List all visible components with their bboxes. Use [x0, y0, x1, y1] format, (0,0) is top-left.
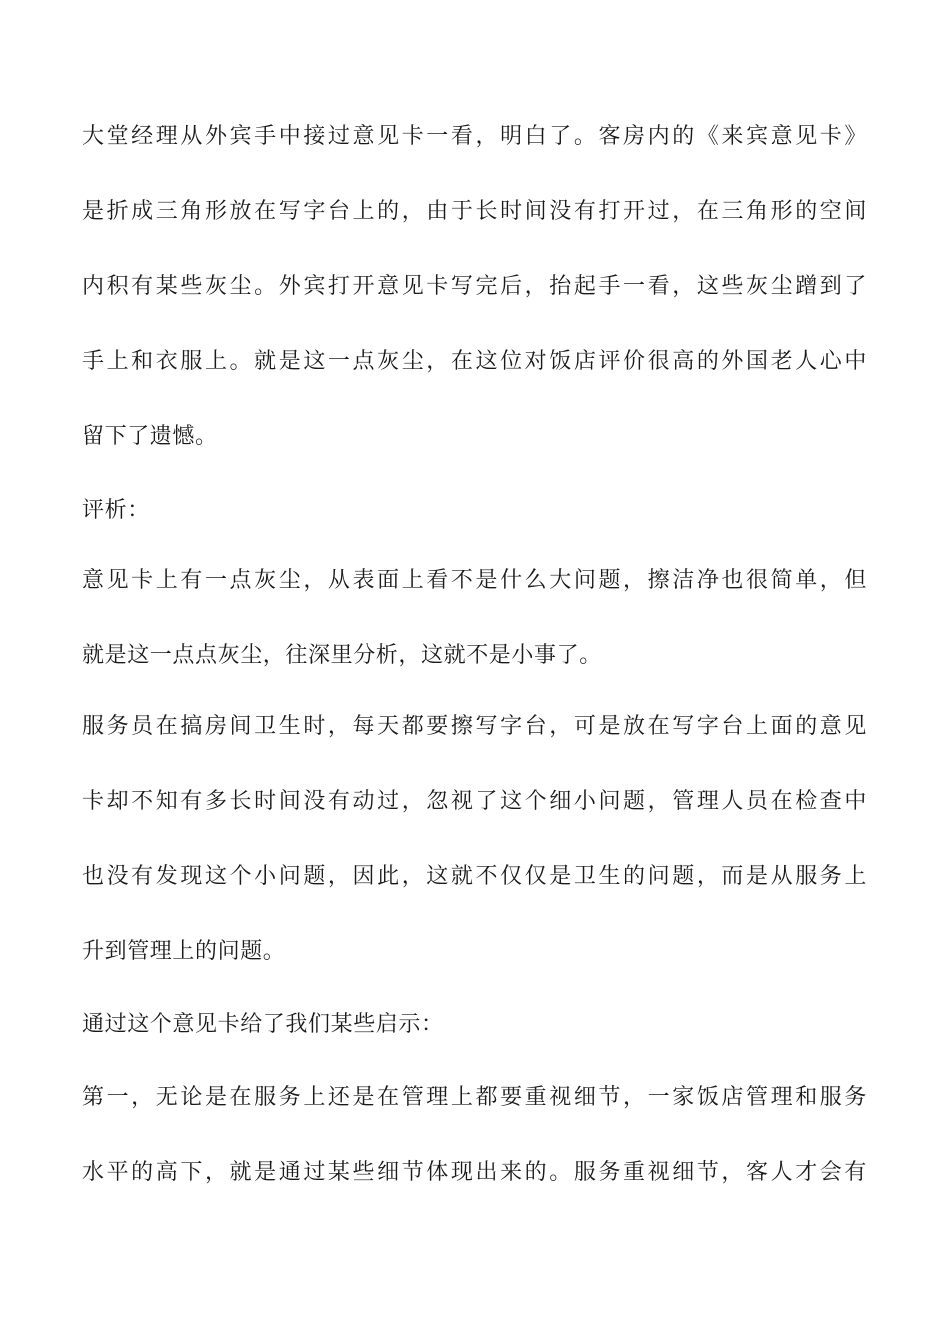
text-line: 升到管理上的问题。	[82, 939, 286, 964]
text-line: 留下了遗憾。	[82, 424, 218, 449]
text-line: 第一，无论是在服务上还是在管理上都要重视细节，一家饭店管理和服务	[82, 1085, 867, 1110]
text-line: 通过这个意见卡给了我们某些启示：	[82, 1012, 444, 1037]
text-line: 大堂经理从外宾手中接过意见卡一看，明白了。客房内的《来宾意见卡》	[82, 124, 867, 149]
text-line: 水平的高下，就是通过某些细节体现出来的。服务重视细节，客人才会有	[82, 1160, 867, 1185]
text-line: 也没有发现这个小问题，因此，这就不仅仅是卫生的问题，而是从服务上	[82, 864, 867, 889]
text-line: 卡却不知有多长时间没有动过，忽视了这个细小问题，管理人员在检查中	[82, 789, 867, 814]
text-line: 就是这一点点灰尘，往深里分析，这就不是小事了。	[82, 643, 602, 668]
text-line: 服务员在搞房间卫生时，每天都要擦写字台，可是放在写字台上面的意见	[82, 714, 867, 739]
section-heading: 评析：	[82, 498, 150, 523]
text-line: 意见卡上有一点灰尘，从表面上看不是什么大问题，擦洁净也很简单，但	[82, 568, 867, 593]
text-line: 是折成三角形放在写字台上的，由于长时间没有打开过，在三角形的空间	[82, 199, 867, 224]
text-line: 内积有某些灰尘。外宾打开意见卡写完后，抬起手一看，这些灰尘蹭到了	[82, 274, 867, 299]
text-line: 手上和衣服上。就是这一点灰尘，在这位对饭店评价很高的外国老人心中	[82, 349, 867, 374]
